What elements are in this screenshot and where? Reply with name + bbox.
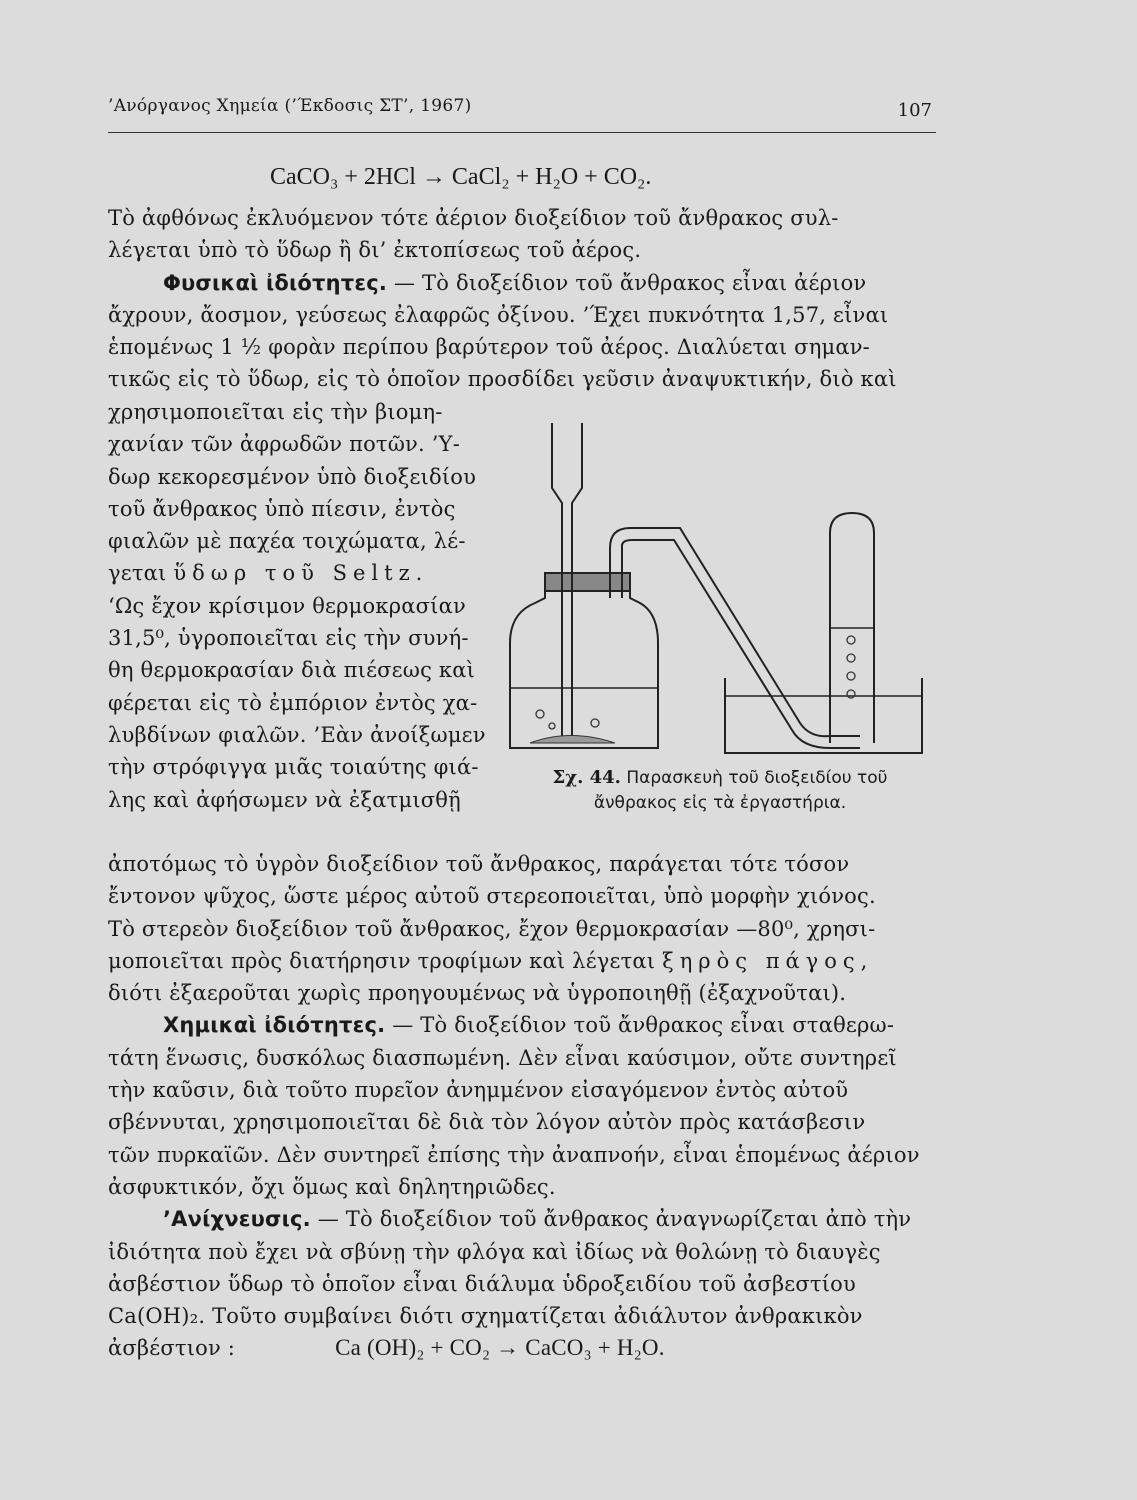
caption-text: Παρασκευὴ τοῦ διοξειδίου τοῦ	[620, 768, 888, 788]
text-line: χρησιμοποιεῖται εἰς τὴν βιομη-	[108, 400, 443, 424]
text-line: ἀσβέστιον ὕδωρ τὸ ὁποῖον εἶναι διάλυμα ὑδροξειδίου τοῦ ἀσβεστίου	[108, 1271, 856, 1296]
bubble	[847, 690, 855, 698]
text-line: σβέννυται, χρησιμοποιεῖται δὲ διὰ τὸν λόγον αὐτὸν πρὸς κατάσβεσιν	[108, 1110, 866, 1135]
text-span: — Τὸ διοξείδιον τοῦ ἄνθρακος ἀναγνωρίζεται ἀπὸ τὴν	[310, 1207, 912, 1232]
caption-text: ἄνθρακος εἰς τὰ ἐργαστήρια.	[593, 793, 847, 813]
detection-heading: ’Ανίχνευσις.	[163, 1207, 311, 1232]
text-line: τὴν καῦσιν, διὰ τοῦτο πυρεῖον ἀνημμένον εἰσαγόμενον ἐντὸς αὐτοῦ	[108, 1078, 849, 1103]
physical-heading: Φυσικαὶ ἰδιότητες.	[163, 270, 388, 295]
stopper	[545, 573, 630, 591]
page-number: 107	[897, 100, 932, 121]
text-line: λυβδίνων φιαλῶν. ’Εὰν ἀνοίξωμεν	[108, 722, 486, 747]
text-line: τοῦ ἄνθρακος ὑπὸ πίεσιν, ἐντὸς	[108, 496, 456, 521]
text-line: 31,5⁰, ὑγροποιεῖται εἰς τὴν συνή-	[108, 626, 469, 651]
text-span: — Τὸ διοξείδιον τοῦ ἄνθρακος εἶναι σταθερω-	[385, 1013, 895, 1038]
bottle	[510, 583, 658, 748]
page-header	[108, 92, 936, 133]
text-line: τικῶς εἰς τὸ ὕδωρ, εἰς τὸ ὁποῖον προσδίδει γεῦσιν ἀναψυκτικήν, διὸ καὶ	[108, 367, 897, 392]
detection-first-line	[108, 1203, 934, 1235]
text-line: διότι ἐξαεροῦται χωρὶς προηγουμένως νὰ ὑγροποιηθῇ (ἐξαχνοῦται).	[108, 981, 847, 1006]
text-line: τάτη ἕνωσις, δυσκόλως διασπωμένη. Δὲν εἶναι καύσιμον, οὔτε συντηρεῖ	[108, 1045, 897, 1070]
dry-ice-term: ξηρὸς πάγος,	[662, 948, 874, 973]
text-line: φέρεται εἰς τὸ ἐμπόριον ἐντὸς χα-	[108, 690, 478, 715]
text-line: τὴν στρόφιγγα μιᾶς τοιαύτης φιά-	[108, 755, 479, 780]
bubble	[847, 636, 855, 644]
text-line: ἰδιότητα ποὺ ἔχει νὰ σβύνῃ τὴν φλόγα καὶ ἰδίως νὰ θολώνῃ τὸ διαυγὲς	[108, 1239, 881, 1264]
bubble	[536, 710, 544, 718]
text-line: Τὸ στερεὸν διοξείδιον τοῦ ἄνθρακος, ἔχον θερμοκρασίαν —80⁰, χρησι-	[108, 916, 876, 941]
text-span: — Τὸ διοξείδιον τοῦ ἄνθρακος εἶναι ἀέριον	[387, 270, 867, 295]
body-text-top	[108, 202, 934, 396]
detection-last-line	[108, 1332, 934, 1364]
equation-top: CaCO₃ + 2HCl → CaCl₂ + H₂O + CO₂.	[270, 164, 652, 190]
text-line: τῶν πυρκαϊῶν. Δὲν συντηρεῖ ἐπίσης τὴν ἀναπνοήν, εἶναι ἑπομένως ἀέριον	[108, 1142, 920, 1167]
text-line: ἄχρουν, ἄοσμον, γεύσεως ἐλαφρῶς ὀξίνου. ’Έχει πυκνότητα 1,57, εἶναι	[108, 302, 889, 327]
text-line: λέγεται ὑπὸ τὸ ὕδωρ ἢ δι’ ἐκτοπίσεως τοῦ ἀέρος.	[108, 238, 642, 263]
bubble	[549, 723, 555, 729]
text-span: ἀσβέστιον :	[108, 1336, 236, 1361]
text-line: ἀποτόμως τὸ ὑγρὸν διοξείδιον τοῦ ἄνθρακος, παράγεται τότε τόσον	[108, 852, 850, 876]
text-line: ἔντονον ψῦχος, ὥστε μέρος αὐτοῦ στερεοποιεῖται, ὑπὸ μορφὴν χιόνος.	[108, 884, 876, 909]
text-span: γεται	[108, 561, 174, 586]
chemical-heading: Χημικαὶ ἰδιότητες.	[163, 1013, 386, 1038]
marble-chips	[530, 736, 615, 744]
bubble	[847, 672, 855, 680]
text-line: Ca(OH)₂. Τοῦτο συμβαίνει διότι σχηματίζεται ἀδιάλυτον ἀνθρακικὸν	[108, 1304, 863, 1329]
text-line: ἀσφυκτικόν, ὄχι ὅμως καὶ δηλητηριῶδες.	[108, 1174, 556, 1199]
figure-caption	[510, 765, 930, 816]
delivery-tube-outer	[610, 528, 860, 736]
physical-first-line	[108, 267, 934, 299]
text-line: χανίαν τῶν ἀφρωδῶν ποτῶν. ’Υ-	[108, 432, 461, 457]
bubble	[847, 654, 855, 662]
text-line: Τὸ ἀφθόνως ἐκλυόμενον τότε ἀέριον διοξείδιον τοῦ ἄνθρακος συλ-	[108, 206, 839, 230]
body-text-bottom	[108, 848, 934, 1365]
text-line: ‘Ως ἔχον κρίσιμον θερμοκρασίαν	[108, 593, 466, 618]
text-line: ἑπομένως 1 ½ φορὰν περίπου βαρύτερον τοῦ ἀέρος. Διαλύεται σημαν-	[108, 335, 870, 360]
text-line: φιαλῶν μὲ παχέα τοιχώματα, λέ-	[108, 529, 466, 554]
text-line: λης καὶ ἀφήσωμεν νὰ ἐξατμισθῇ	[108, 787, 461, 812]
body-text-wrap	[108, 396, 508, 816]
seltz-term: ὕδωρ τοῦ Seltz.	[173, 561, 429, 586]
text-line: δωρ κεκορεσμένον ὑπὸ διοξειδίου	[108, 464, 477, 489]
running-title: ’Ανόργανος Χημεία (’Έκδοσις ΣΤ’, 1967)	[108, 96, 472, 116]
equation-bottom: Ca (OH)₂ + CO₂ → CaCO₃ + H₂O.	[335, 1335, 665, 1361]
bubble	[591, 719, 599, 727]
figure-label: Σχ. 44.	[552, 767, 621, 788]
chemical-first-line	[108, 1009, 934, 1041]
apparatus-figure	[500, 418, 930, 763]
seltz-line	[108, 557, 508, 589]
dry-ice-line	[108, 945, 934, 977]
trough	[725, 678, 922, 753]
text-span: μοποιεῖται πρὸς διατήρησιν τροφίμων καὶ λέγεται	[108, 948, 663, 973]
text-line: θη θερμοκρασίαν διὰ πιέσεως καὶ	[108, 658, 476, 683]
